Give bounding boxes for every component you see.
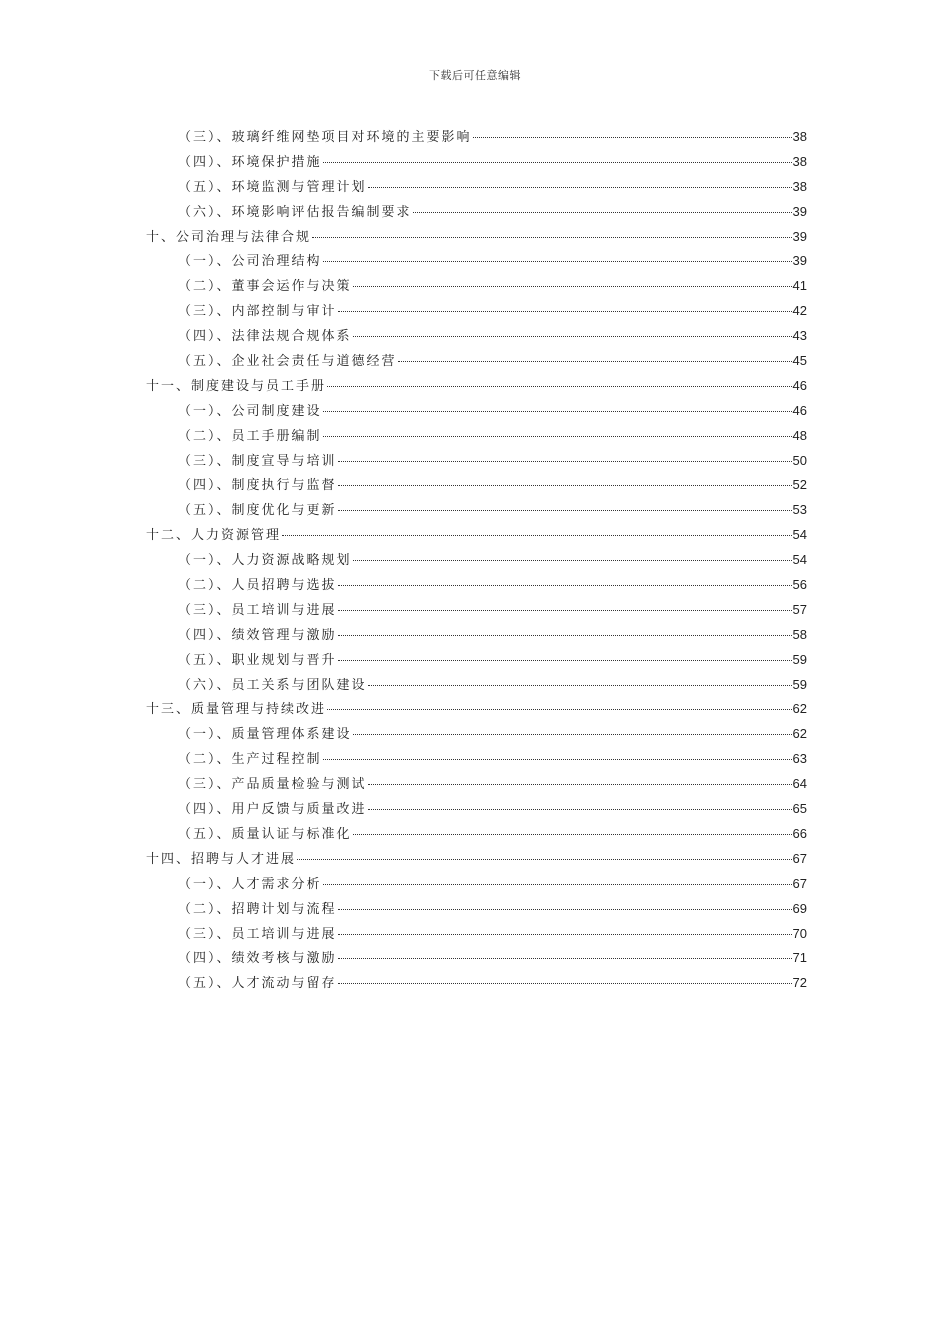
toc-page-number: 59 <box>792 651 807 667</box>
dot-leader <box>368 684 792 686</box>
toc-chapter-entry[interactable] <box>146 374 807 399</box>
dot-leader <box>323 883 792 885</box>
toc-page-number: 65 <box>792 801 807 817</box>
toc-page-number: 39 <box>792 253 807 269</box>
toc-entry-title: 十四、招聘与人才进展 <box>146 851 297 867</box>
toc-section-entry[interactable] <box>146 449 807 474</box>
dot-leader <box>338 509 792 511</box>
toc-entry-title: （四）、用户反馈与质量改进 <box>178 802 367 818</box>
toc-page-number: 53 <box>792 502 807 518</box>
dot-leader <box>327 385 792 387</box>
toc-section-entry[interactable] <box>146 299 807 324</box>
toc-page-number: 54 <box>792 527 807 543</box>
toc-page-number: 39 <box>792 203 807 219</box>
page-header: 下载后可任意编辑 <box>429 69 521 82</box>
dot-leader <box>353 733 792 735</box>
dot-leader <box>338 584 792 586</box>
toc-section-entry[interactable] <box>146 175 807 200</box>
toc-section-entry[interactable] <box>146 249 807 274</box>
toc-section-entry[interactable] <box>146 946 807 971</box>
dot-leader <box>323 435 792 437</box>
toc-page-number: 57 <box>792 601 807 617</box>
toc-page-number: 56 <box>792 577 807 593</box>
toc-section-entry[interactable] <box>146 399 807 424</box>
toc-page-number: 66 <box>792 825 807 841</box>
toc-page-number: 45 <box>792 353 807 369</box>
toc-entry-title: （六）、员工关系与团队建设 <box>178 677 367 693</box>
dot-leader <box>312 236 792 238</box>
toc-entry-title: （四）、法律法规合规体系 <box>178 329 352 345</box>
toc-section-entry[interactable] <box>146 473 807 498</box>
dot-leader <box>323 161 792 163</box>
toc-entry-title: （六）、环境影响评估报告编制要求 <box>178 204 412 220</box>
dot-leader <box>398 360 792 362</box>
toc-page-number: 58 <box>792 626 807 642</box>
toc-chapter-entry[interactable] <box>146 847 807 872</box>
toc-entry-title: （四）、环境保护措施 <box>178 154 322 170</box>
toc-entry-title: （三）、玻璃纤维网垫项目对环境的主要影响 <box>178 130 472 145</box>
toc-section-entry[interactable] <box>146 648 807 673</box>
toc-page-number: 71 <box>792 950 807 966</box>
toc-page-number: 46 <box>792 402 807 418</box>
dot-leader <box>282 534 792 536</box>
toc-entry-title: （一）、公司制度建设 <box>178 403 322 419</box>
toc-entry-title: （四）、绩效管理与激励 <box>178 627 337 643</box>
toc-section-entry[interactable] <box>146 125 807 150</box>
toc-page-number: 48 <box>792 427 807 443</box>
toc-entry-title: 十一、制度建设与员工手册 <box>146 378 327 394</box>
toc-section-entry[interactable] <box>146 349 807 374</box>
toc-page-number: 64 <box>792 776 807 792</box>
toc-entry-title: （二）、人员招聘与选拔 <box>178 578 337 594</box>
dot-leader <box>338 460 792 462</box>
table-of-contents <box>146 125 807 996</box>
toc-entry-title: （三）、内部控制与审计 <box>178 304 337 320</box>
toc-section-entry[interactable] <box>146 822 807 847</box>
toc-page-number: 69 <box>792 900 807 916</box>
dot-leader <box>338 933 792 935</box>
toc-page-number: 52 <box>792 477 807 493</box>
toc-entry-title: （一）、质量管理体系建设 <box>178 727 352 743</box>
toc-page-number: 50 <box>792 452 807 468</box>
dot-leader <box>323 410 792 412</box>
toc-entry-title: （三）、制度宣导与培训 <box>178 453 337 469</box>
toc-chapter-entry[interactable] <box>146 697 807 722</box>
dot-leader <box>338 484 792 486</box>
toc-entry-title: （五）、制度优化与更新 <box>178 503 337 519</box>
toc-section-entry[interactable] <box>146 872 807 897</box>
toc-entry-title: （五）、职业规划与晋升 <box>178 652 337 668</box>
toc-page-number: 70 <box>792 925 807 941</box>
dot-leader <box>353 285 792 287</box>
dot-leader <box>368 186 792 188</box>
toc-entry-title: （三）、员工培训与进展 <box>178 602 337 618</box>
toc-section-entry[interactable] <box>146 772 807 797</box>
toc-section-entry[interactable] <box>146 324 807 349</box>
toc-page-number: 39 <box>792 228 807 244</box>
toc-page-number: 67 <box>792 850 807 866</box>
toc-page-number: 43 <box>792 328 807 344</box>
toc-chapter-entry[interactable] <box>146 225 807 250</box>
toc-entry-title: （四）、绩效考核与激励 <box>178 951 337 967</box>
toc-entry-title: （二）、董事会运作与决策 <box>178 279 352 295</box>
toc-chapter-entry[interactable] <box>146 523 807 548</box>
toc-entry-title: （三）、员工培训与进展 <box>178 926 337 942</box>
toc-page-number: 62 <box>792 726 807 742</box>
toc-entry-title: （一）、公司治理结构 <box>178 254 322 270</box>
toc-page-number: 46 <box>792 377 807 393</box>
toc-entry-title: （二）、招聘计划与流程 <box>178 901 337 917</box>
toc-entry-title: 十、公司治理与法律合规 <box>146 229 312 245</box>
dot-leader <box>413 211 792 213</box>
toc-section-entry[interactable] <box>146 150 807 175</box>
toc-page-number: 62 <box>792 701 807 717</box>
toc-section-entry[interactable] <box>146 922 807 947</box>
dot-leader <box>353 559 792 561</box>
toc-entry-title: （二）、生产过程控制 <box>178 752 322 768</box>
toc-page-number: 42 <box>792 303 807 319</box>
dot-leader <box>297 858 792 860</box>
toc-entry-title: 十二、人力资源管理 <box>146 528 282 544</box>
toc-section-entry[interactable] <box>146 573 807 598</box>
toc-page-number: 38 <box>792 178 807 194</box>
dot-leader <box>353 833 792 835</box>
dot-leader <box>368 808 792 810</box>
dot-leader <box>338 310 792 312</box>
toc-section-entry[interactable] <box>146 747 807 772</box>
toc-page-number: 38 <box>792 129 807 144</box>
toc-section-entry[interactable] <box>146 200 807 225</box>
toc-section-entry[interactable] <box>146 722 807 747</box>
toc-page-number: 41 <box>792 278 807 294</box>
toc-section-entry[interactable] <box>146 797 807 822</box>
toc-section-entry[interactable] <box>146 971 807 996</box>
toc-entry-title: （五）、质量认证与标准化 <box>178 826 352 842</box>
toc-page-number: 72 <box>792 975 807 991</box>
toc-page-number: 38 <box>792 153 807 169</box>
dot-leader <box>353 335 792 337</box>
toc-section-entry[interactable] <box>146 673 807 698</box>
dot-leader <box>473 136 792 138</box>
toc-section-entry[interactable] <box>146 598 807 623</box>
toc-page-number: 59 <box>792 676 807 692</box>
toc-entry-title: （二）、员工手册编制 <box>178 428 322 444</box>
toc-entry-title: 十三、质量管理与持续改进 <box>146 702 327 718</box>
toc-entry-title: （三）、产品质量检验与测试 <box>178 777 367 793</box>
toc-section-entry[interactable] <box>146 548 807 573</box>
dot-leader <box>323 260 792 262</box>
toc-page-number: 67 <box>792 875 807 891</box>
toc-entry-title: （四）、制度执行与监督 <box>178 478 337 494</box>
toc-entry-title: （五）、人才流动与留存 <box>178 976 337 992</box>
toc-section-entry[interactable] <box>146 274 807 299</box>
toc-section-entry[interactable] <box>146 897 807 922</box>
toc-page-number: 54 <box>792 552 807 568</box>
dot-leader <box>327 708 792 710</box>
dot-leader <box>338 982 792 984</box>
toc-entry-title: （一）、人才需求分析 <box>178 876 322 892</box>
dot-leader <box>338 659 792 661</box>
dot-leader <box>338 908 792 910</box>
toc-entry-title: （五）、企业社会责任与道德经营 <box>178 354 397 370</box>
dot-leader <box>338 634 792 636</box>
dot-leader <box>338 957 792 959</box>
toc-entry-title: （一）、人力资源战略规划 <box>178 553 352 569</box>
toc-section-entry[interactable] <box>146 498 807 523</box>
toc-page-number: 63 <box>792 751 807 767</box>
toc-section-entry[interactable] <box>146 623 807 648</box>
dot-leader <box>338 609 792 611</box>
toc-entry-title: （五）、环境监测与管理计划 <box>178 179 367 195</box>
dot-leader <box>368 783 792 785</box>
toc-section-entry[interactable] <box>146 424 807 449</box>
dot-leader <box>323 758 792 760</box>
